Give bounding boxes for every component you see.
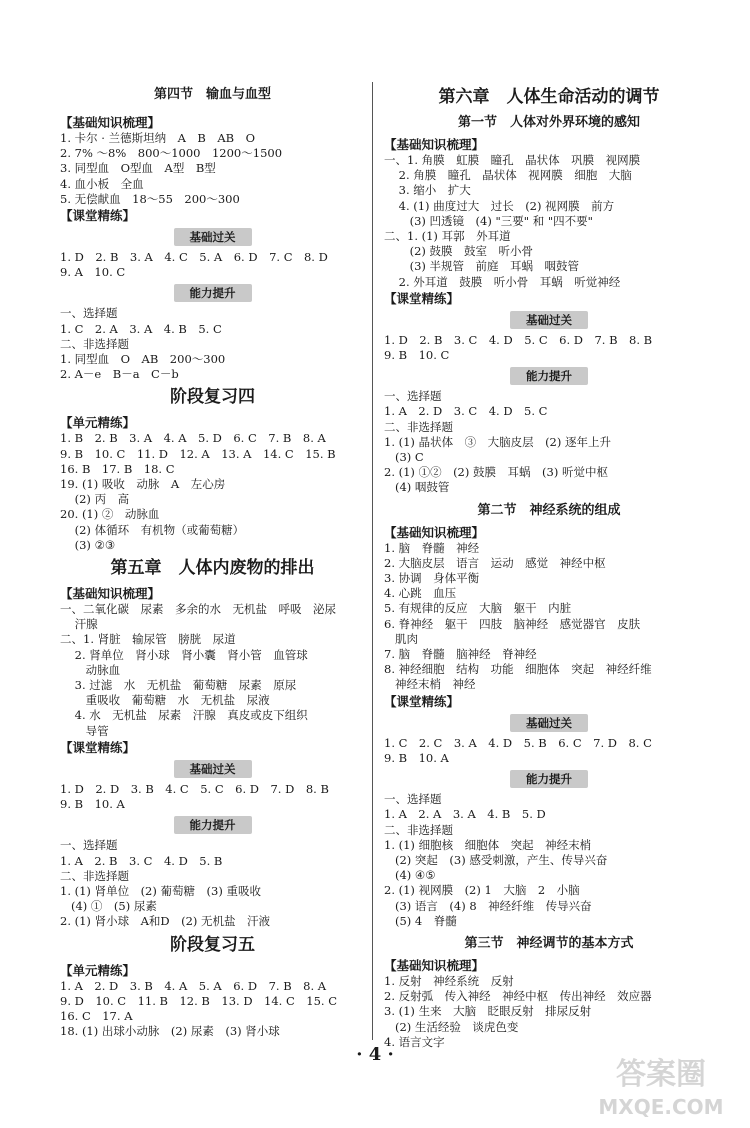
answer-line: 一、选择题 xyxy=(384,792,442,807)
answer-line: 2. (1) ①② (2) 鼓膜 耳蜗 (3) 听觉中枢 xyxy=(384,465,608,480)
answer-line: 9. B 10. A xyxy=(384,750,449,765)
answer-line: 1. A 2. D 3. B 4. A 5. A 6. D 7. B 8. A xyxy=(60,978,327,993)
answer-line: (4) ① (5) 尿素 xyxy=(60,899,157,914)
answer-line: 5. 有规律的反应 大脑 躯干 内脏 xyxy=(384,601,572,616)
answer-line: 3. (1) 生来 大脑 眨眼反射 排尿反射 xyxy=(384,1004,592,1019)
subheading: 【基础知识梳理】 xyxy=(384,957,485,973)
answer-line: 1. (1) 细胞核 细胞体 突起 神经末梢 xyxy=(384,837,592,852)
answer-line: 1. 卡尔 · 兰德斯坦纳 A B AB O xyxy=(60,131,256,145)
page-number: · 4 · xyxy=(356,1044,394,1065)
answer-line: 1. A 2. A 3. A 4. B 5. D xyxy=(384,807,546,822)
basic-pass-label: 基础过关 xyxy=(510,714,588,732)
answer-line: 2. A－e B－a C－b xyxy=(60,367,179,382)
answer-line: 1. B 2. B 3. A 4. A 5. D 6. C 7. B 8. A xyxy=(60,431,326,446)
answer-line: 5. 无偿献血 18～55 200～300 xyxy=(60,191,240,206)
subheading: 【单元精练】 xyxy=(60,415,136,431)
answer-line: 4. 心跳 血压 xyxy=(384,586,457,601)
answer-line: 2. 7% ～8% 800～1000 1200～1500 xyxy=(60,146,283,161)
basic-pass-label: 基础过关 xyxy=(174,228,252,246)
watermark-text: 答案圈 xyxy=(616,1057,706,1092)
answer-line: 1. A 2. D 3. C 4. D 5. C xyxy=(384,404,548,419)
answer-line: 1. C 2. C 3. A 4. D 5. B 6. C 7. D 8. C xyxy=(384,735,652,750)
column-divider xyxy=(372,82,373,1040)
subheading: 【单元精练】 xyxy=(60,962,136,978)
answer-line: 1. C 2. A 3. A 4. B 5. C xyxy=(60,321,222,336)
answer-line: 神经末梢 神经 xyxy=(384,677,476,692)
answer-line: 一、二氧化碳 尿素 多余的水 无机盐 呼吸 泌尿 xyxy=(60,602,336,617)
section-title: 第二节 神经系统的组成 xyxy=(477,502,621,518)
answer-line: 导管 xyxy=(60,723,109,738)
subheading: 【基础知识梳理】 xyxy=(384,524,485,540)
answer-line: 3. 协调 身体平衡 xyxy=(384,571,480,586)
answer-line: 9. B 10. C xyxy=(384,348,450,363)
section-title: 第四节 输血与血型 xyxy=(153,87,271,102)
answer-line: (2) 生活经验 谈虎色变 xyxy=(384,1019,519,1034)
subheading: 【课堂精练】 xyxy=(384,693,460,709)
answer-line: (3) 凹透镜 (4) "三要" 和 "四不要" xyxy=(384,213,593,228)
subheading: 【课堂精练】 xyxy=(60,208,136,224)
answer-line: (3) ②③ xyxy=(60,537,116,552)
subheading: 【基础知识梳理】 xyxy=(60,115,161,130)
answer-line: 3. 过滤 水 无机盐 葡萄糖 尿素 原尿 xyxy=(60,678,297,693)
answer-line: (4) ④⑤ xyxy=(384,868,436,883)
answer-line: 二、非选择题 xyxy=(384,419,453,434)
answer-line: 9. B 10. C 11. D 12. A 13. A 14. C 15. B xyxy=(60,446,336,461)
answer-line: 8. 神经细胞 结构 功能 细胞体 突起 神经纤维 xyxy=(384,662,652,677)
answer-line: 2. (1) 视网膜 (2) 1 大脑 2 小脑 xyxy=(384,883,580,898)
right-column xyxy=(384,86,714,1050)
answer-line: 9. B 10. A xyxy=(60,797,125,812)
answer-line: 一、1. 角膜 虹膜 瞳孔 晶状体 巩膜 视网膜 xyxy=(384,153,641,167)
answer-line: (2) 突起 (3) 感受刺激，产生、传导兴奋 xyxy=(384,852,608,867)
answer-line: (3) C xyxy=(384,450,424,465)
answer-line: 19. (1) 吸收 动脉 A 左心房 xyxy=(60,477,226,492)
answer-line: 20. (1) ② 动脉血 xyxy=(60,507,160,522)
answer-line: 一、选择题 xyxy=(384,389,442,404)
ability-label: 能力提升 xyxy=(510,770,588,788)
basic-pass-label: 基础过关 xyxy=(174,760,252,778)
chapter-title: 第五章 人体内废物的排出 xyxy=(110,558,315,579)
ability-label: 能力提升 xyxy=(510,367,588,385)
answer-line: 肌肉 xyxy=(384,631,418,646)
answer-line: 2. 角膜 瞳孔 晶状体 视网膜 细胞 大脑 xyxy=(384,168,632,183)
section-title: 第三节 神经调节的基本方式 xyxy=(464,935,634,951)
answer-line: 一、选择题 xyxy=(60,306,118,321)
answer-line: 18. (1) 出球小动脉 (2) 尿素 (3) 肾小球 xyxy=(60,1024,280,1039)
left-column xyxy=(60,86,365,1039)
answer-line: 2. (1) 肾小球 A和D (2) 无机盐 汗液 xyxy=(60,914,271,929)
answer-line: (4) 咽鼓管 xyxy=(384,480,450,495)
watermark-logo xyxy=(586,1050,736,1122)
answer-line: 二、非选择题 xyxy=(60,868,129,883)
answer-line: 16. C 17. A xyxy=(60,1008,133,1023)
answer-line: 7. 脑 脊髓 脑神经 脊神经 xyxy=(384,647,537,662)
answer-line: 4. 水 无机盐 尿素 汗腺 真皮或皮下组织 xyxy=(60,708,308,723)
section-title: 第一节 人体对外界环境的感知 xyxy=(457,115,640,130)
answer-line: 1. D 2. B 3. A 4. C 5. A 6. D 7. C 8. D xyxy=(60,250,328,265)
ability-label: 能力提升 xyxy=(174,284,252,302)
answer-line: 重吸收 葡萄糖 水 无机盐 尿液 xyxy=(60,693,270,708)
basic-pass-label: 基础过关 xyxy=(510,311,588,329)
review-title: 阶段复习四 xyxy=(170,387,255,408)
answer-line: 1. A 2. B 3. C 4. D 5. B xyxy=(60,853,223,868)
review-title: 阶段复习五 xyxy=(170,934,255,955)
answer-line: (2) 丙 高 xyxy=(60,492,130,507)
subheading: 【课堂精练】 xyxy=(384,290,460,306)
answer-line: (5) 4 脊髓 xyxy=(384,913,457,928)
subheading: 【基础知识梳理】 xyxy=(384,137,485,152)
answer-line: (3) 半规管 前庭 耳蜗 咽鼓管 xyxy=(384,259,580,274)
answer-line: 9. A 10. C xyxy=(60,265,126,280)
answer-line: 二、非选择题 xyxy=(384,822,453,837)
answer-line: 16. B 17. B 18. C xyxy=(60,461,175,476)
answer-line: 4. 语言文字 xyxy=(384,1034,445,1049)
answer-line: (2) 鼓膜 鼓室 听小骨 xyxy=(384,244,534,259)
answer-line: 二、1. 肾脏 输尿管 膀胱 尿道 xyxy=(60,632,236,647)
chapter-title: 第六章 人体生命活动的调节 xyxy=(438,87,660,107)
answer-line: (2) 体循环 有机物（或葡萄糖） xyxy=(60,522,245,537)
answer-line: 9. D 10. C 11. B 12. B 13. D 14. C 15. C xyxy=(60,993,338,1008)
answer-line: 1. 脑 脊髓 神经 xyxy=(384,540,480,555)
subheading: 【课堂精练】 xyxy=(60,739,136,755)
answer-line: 一、选择题 xyxy=(60,838,118,853)
answer-line: 1. (1) 肾单位 (2) 葡萄糖 (3) 重吸收 xyxy=(60,883,261,898)
answer-line: 动脉血 xyxy=(60,662,121,677)
answer-line: 汗腺 xyxy=(60,617,98,632)
answer-line: 二、1. (1) 耳郭 外耳道 xyxy=(384,229,511,244)
answer-line: 3. 缩小 扩大 xyxy=(384,183,471,198)
answer-line: (3) 语言 (4) 8 神经纤维 传导兴奋 xyxy=(384,898,592,913)
answer-line: 1. 反射 神经系统 反射 xyxy=(384,973,514,988)
answer-line: 2. 外耳道 鼓膜 听小骨 耳蜗 听觉神经 xyxy=(384,274,621,289)
answer-line: 3. 同型血 O型血 A型 B型 xyxy=(60,161,216,176)
ability-label: 能力提升 xyxy=(174,816,252,834)
answer-line: 1. D 2. B 3. C 4. D 5. C 6. D 7. B 8. B xyxy=(384,332,653,347)
answer-line: 1. 同型血 O AB 200～300 xyxy=(60,352,226,367)
answer-line: 二、非选择题 xyxy=(60,336,129,351)
answer-line: 4. (1) 曲度过大 过长 (2) 视网膜 前方 xyxy=(384,198,615,213)
answer-line: 1. (1) 晶状体 ③ 大脑皮层 (2) 逐年上升 xyxy=(384,434,612,449)
answer-line: 4. 血小板 全血 xyxy=(60,176,144,191)
answer-line: 2. 反射弧 传入神经 神经中枢 传出神经 效应器 xyxy=(384,989,652,1004)
watermark-url: MXQE.COM xyxy=(598,1095,724,1119)
answer-line: 1. D 2. D 3. B 4. C 5. C 6. D 7. D 8. B xyxy=(60,781,329,796)
answer-line: 6. 脊神经 躯干 四肢 脑神经 感觉器官 皮肤 xyxy=(384,616,641,631)
subheading: 【基础知识梳理】 xyxy=(60,586,161,602)
answer-line: 2. 大脑皮层 语言 运动 感觉 神经中枢 xyxy=(384,555,606,570)
answer-line: 2. 肾单位 肾小球 肾小囊 肾小管 血管球 xyxy=(60,647,308,662)
